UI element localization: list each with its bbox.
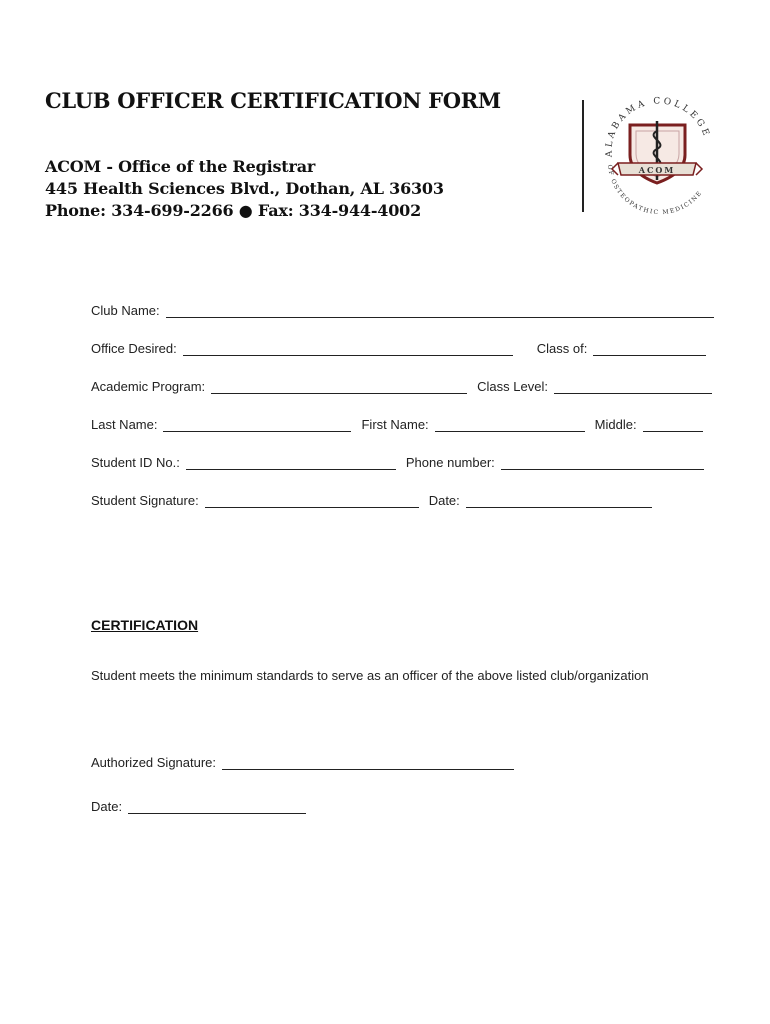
authorized-signature-field[interactable] (222, 755, 514, 770)
certification-date-field[interactable] (128, 799, 306, 814)
acom-seal-logo (590, 85, 725, 220)
authorized-signature-row (91, 755, 514, 770)
student-id-label: Student ID No.: (91, 455, 180, 470)
last-name-field[interactable] (163, 417, 351, 432)
last-name-label: Last Name: (91, 417, 158, 432)
office-desired-field[interactable] (183, 341, 513, 356)
student-signature-field[interactable] (205, 493, 419, 508)
class-level-field[interactable] (554, 379, 712, 394)
academic-program-label: Academic Program: (91, 379, 206, 394)
office-row (91, 341, 706, 356)
certification-date-row (91, 799, 306, 814)
class-of-field[interactable] (593, 341, 706, 356)
certification-statement: Student meets the minimum standards to serve as an officer of the above listed club/organization (91, 668, 649, 683)
student-signature-label: Student Signature: (91, 493, 199, 508)
club-name-row (91, 303, 714, 318)
phone-number-label: Phone number: (405, 455, 495, 470)
date-field[interactable] (466, 493, 652, 508)
first-name-label: First Name: (361, 417, 429, 432)
student-id-field[interactable] (186, 455, 396, 470)
certification-date-label: Date: (91, 799, 123, 814)
club-name-field[interactable] (166, 303, 714, 318)
form-title: CLUB OFFICER CERTIFICATION FORM (45, 88, 501, 113)
phone-number-field[interactable] (501, 455, 704, 470)
date-label: Date: (428, 493, 460, 508)
logo-arc-top: ALABAMA COLLEGE (604, 96, 712, 158)
class-of-label: Class of: (536, 341, 588, 356)
authorized-signature-label: Authorized Signature: (91, 755, 217, 770)
registrar-address: 445 Health Sciences Blvd., Dothan, AL 36303 (45, 179, 444, 198)
academic-program-field[interactable] (211, 379, 467, 394)
logo-banner-text: ACOM (638, 165, 676, 175)
club-name-label: Club Name: (91, 303, 160, 318)
middle-field[interactable] (643, 417, 703, 432)
logo-arc-bottom: OF OSTEOPATHIC MEDICINE (605, 164, 704, 217)
registrar-office: ACOM - Office of the Registrar (45, 157, 316, 176)
certification-heading: CERTIFICATION (91, 617, 199, 633)
middle-label: Middle: (594, 417, 637, 432)
signature-row (91, 493, 652, 508)
class-level-label: Class Level: (477, 379, 548, 394)
name-row (91, 417, 703, 432)
id-phone-row (91, 455, 704, 470)
first-name-field[interactable] (435, 417, 585, 432)
header-divider (582, 100, 584, 212)
program-row (91, 379, 712, 394)
office-desired-label: Office Desired: (91, 341, 177, 356)
registrar-phone-fax: Phone: 334-699-2266 ● Fax: 334-944-4002 (45, 201, 422, 220)
